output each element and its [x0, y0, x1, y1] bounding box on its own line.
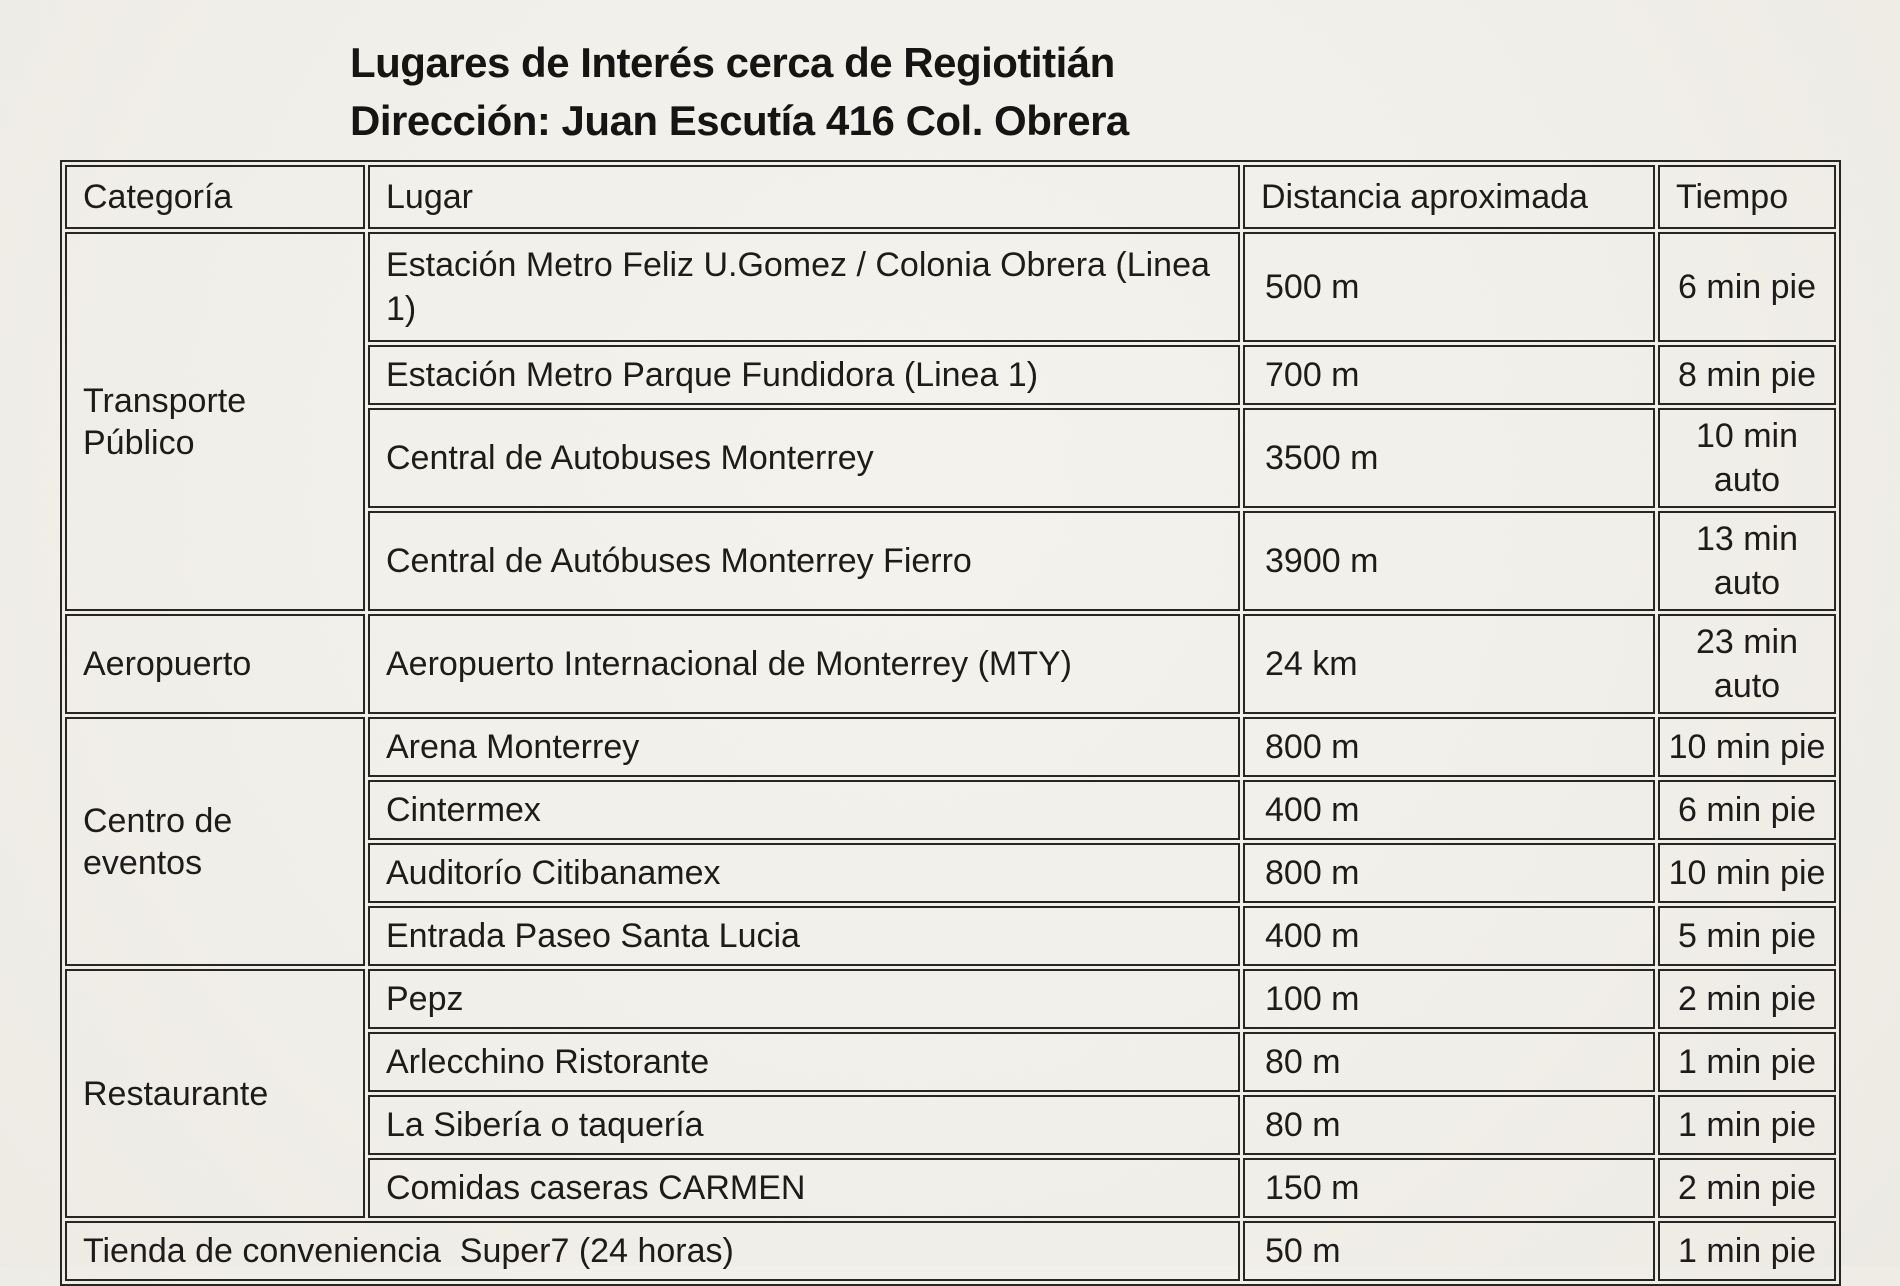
distance-cell: 400 m: [1243, 906, 1655, 966]
time-cell: 23 min auto: [1658, 614, 1836, 714]
distance-cell: 80 m: [1243, 1032, 1655, 1092]
place-cell: Estación Metro Feliz U.Gomez / Colonia Obrera (Linea 1): [368, 232, 1240, 342]
place-cell: Cintermex: [368, 780, 1240, 840]
time-cell: 2 min pie: [1658, 1158, 1836, 1218]
place-cell: Estación Metro Parque Fundidora (Linea 1): [368, 345, 1240, 405]
table-row: [65, 1221, 1836, 1281]
time-cell: 13 min auto: [1658, 511, 1836, 611]
time-cell: 10 min auto: [1658, 408, 1836, 508]
time-cell: 8 min pie: [1658, 345, 1836, 405]
category-cell-centro-de-eventos: Centro de eventos: [65, 717, 365, 966]
place-cell: Central de Autobuses Monterrey: [368, 408, 1240, 508]
header-distancia: Distancia aproximada: [1243, 165, 1655, 229]
distance-cell: 3900 m: [1243, 511, 1655, 611]
time-cell: 5 min pie: [1658, 906, 1836, 966]
place-cell: Aeropuerto Internacional de Monterrey (MTY): [368, 614, 1240, 714]
time-cell: 6 min pie: [1658, 232, 1836, 342]
page-subtitle: Dirección: Juan Escutía 416 Col. Obrera: [350, 97, 1129, 144]
time-cell: 1 min pie: [1658, 1032, 1836, 1092]
header-lugar: Lugar: [368, 165, 1240, 229]
category-cell-transporte-publico: Transporte Público: [65, 232, 365, 611]
category-cell-aeropuerto: Aeropuerto: [65, 614, 365, 714]
distance-cell: 50 m: [1243, 1221, 1655, 1281]
table-row: [65, 969, 1836, 1029]
convenience-store-cell: Tienda de conveniencia Super7 (24 horas): [65, 1221, 1240, 1281]
distance-cell: 100 m: [1243, 969, 1655, 1029]
distance-cell: 80 m: [1243, 1095, 1655, 1155]
table-row: [65, 614, 1836, 714]
distance-cell: 400 m: [1243, 780, 1655, 840]
category-cell-restaurante: Restaurante: [65, 969, 365, 1218]
time-cell: 10 min pie: [1658, 843, 1836, 903]
place-cell: Entrada Paseo Santa Lucia: [368, 906, 1240, 966]
header-categoria: Categoría: [65, 165, 365, 229]
table-row: [65, 717, 1836, 777]
time-cell: 1 min pie: [1658, 1095, 1836, 1155]
time-cell: 1 min pie: [1658, 1221, 1836, 1281]
place-cell: Comidas caseras CARMEN: [368, 1158, 1240, 1218]
place-cell: Pepz: [368, 969, 1240, 1029]
place-cell: La Sibería o taquería: [368, 1095, 1240, 1155]
place-cell: Auditorío Citibanamex: [368, 843, 1240, 903]
distance-cell: 800 m: [1243, 843, 1655, 903]
distance-cell: 700 m: [1243, 345, 1655, 405]
place-cell: Central de Autóbuses Monterrey Fierro: [368, 511, 1240, 611]
header-tiempo: Tiempo: [1658, 165, 1836, 229]
distance-cell: 24 km: [1243, 614, 1655, 714]
place-cell: Arlecchino Ristorante: [368, 1032, 1240, 1092]
table-row: [65, 232, 1836, 342]
distance-cell: 3500 m: [1243, 408, 1655, 508]
distance-cell: 150 m: [1243, 1158, 1655, 1218]
title-block: [350, 34, 1129, 150]
time-cell: 6 min pie: [1658, 780, 1836, 840]
time-cell: 2 min pie: [1658, 969, 1836, 1029]
distance-cell: 800 m: [1243, 717, 1655, 777]
header-row: [65, 165, 1836, 229]
page-title: Lugares de Interés cerca de Regiotitián: [350, 39, 1115, 86]
places-of-interest-table: [60, 160, 1841, 1286]
distance-cell: 500 m: [1243, 232, 1655, 342]
time-cell: 10 min pie: [1658, 717, 1836, 777]
place-cell: Arena Monterrey: [368, 717, 1240, 777]
